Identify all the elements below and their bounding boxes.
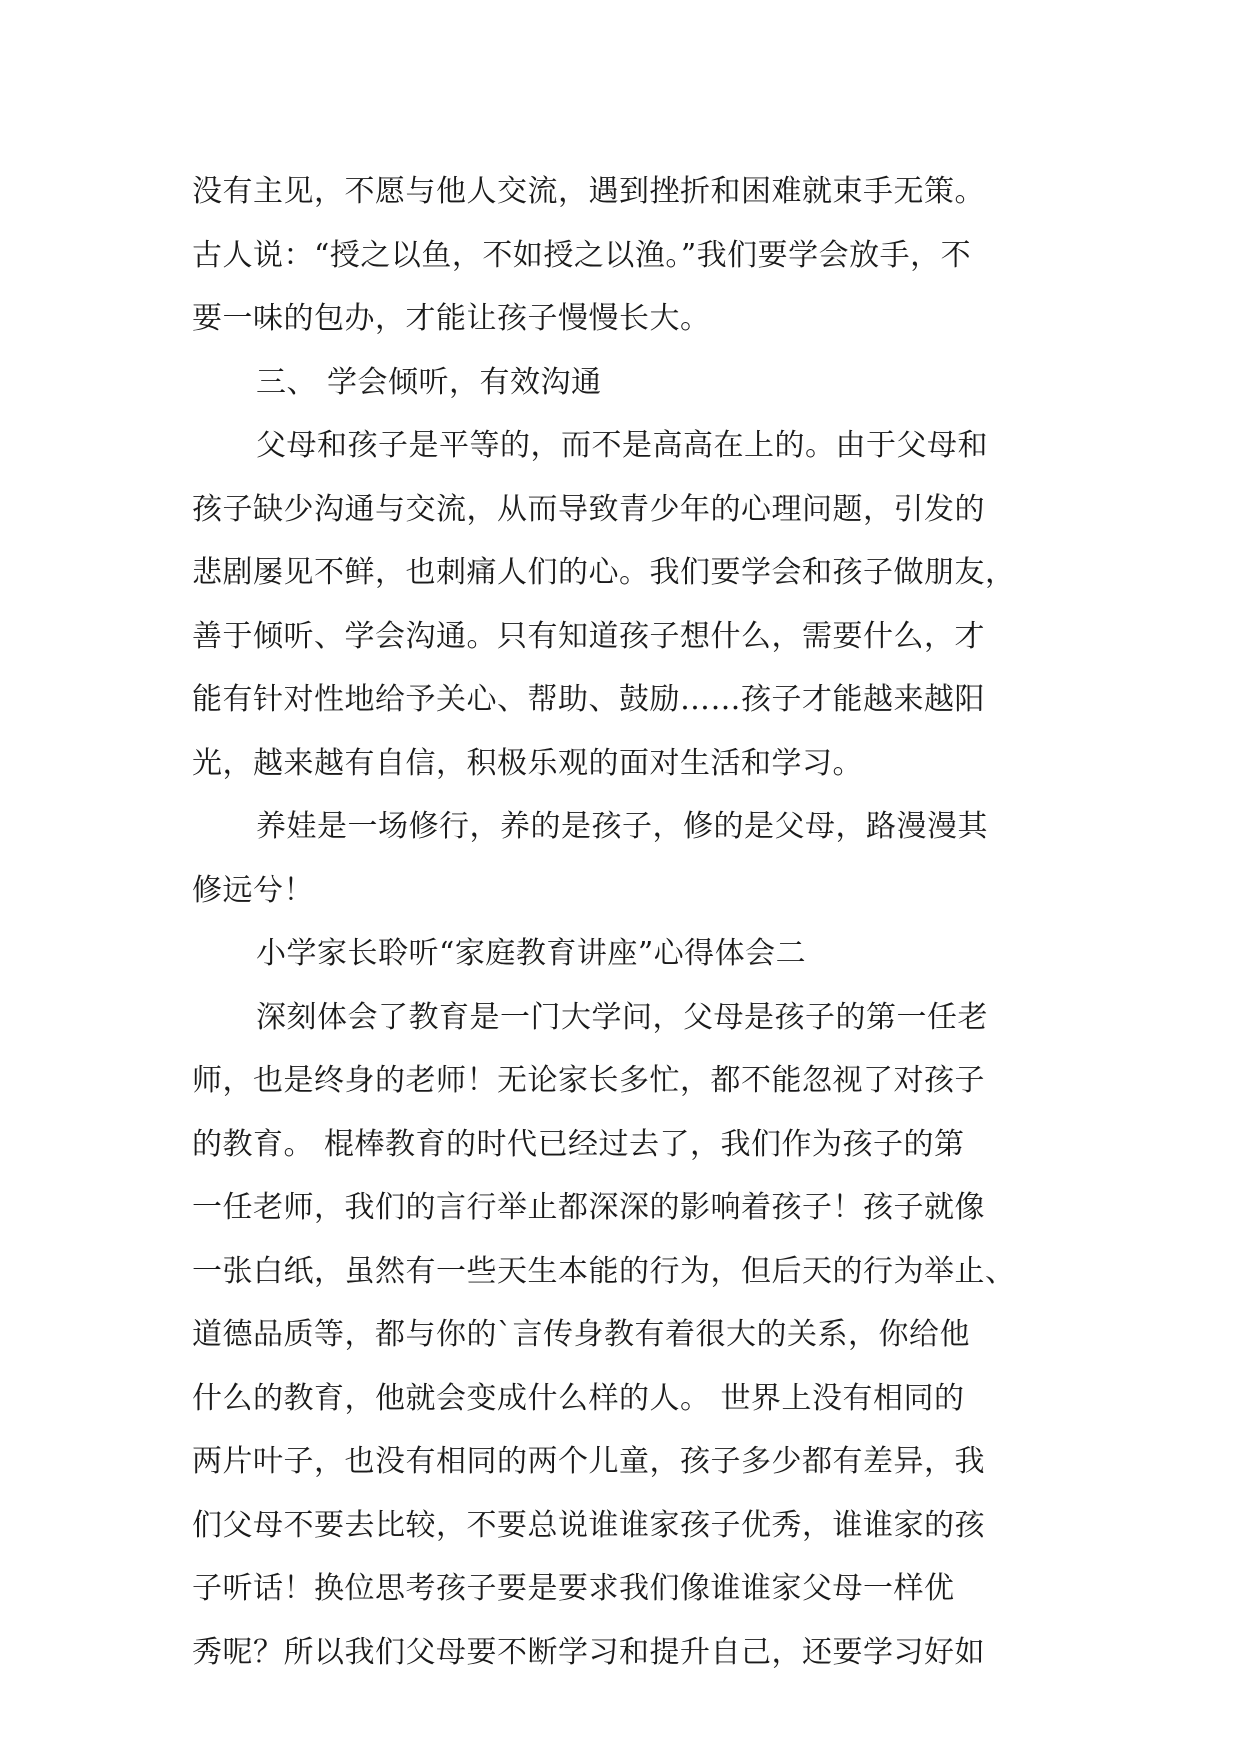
text-line: 能有针对性地给予关心、帮助、鼓励……孩子才能越来越阳 bbox=[192, 682, 985, 717]
text-line: 的教育。 棍棒教育的时代已经过去了，我们作为孩子的第 bbox=[192, 1126, 965, 1162]
text-line: 子听话！换位思考孩子要是要求我们像谁谁家父母一样优 bbox=[192, 1571, 955, 1606]
text-line: 没有主见，不愿与他人交流，遇到挫折和困难就束手无策。 bbox=[192, 174, 985, 209]
text-line: 善于倾听、学会沟通。只有知道孩子想什么，需要什么，才 bbox=[192, 618, 985, 654]
text-line: 两片叶子，也没有相同的两个儿童，孩子多少都有差异，我 bbox=[192, 1444, 985, 1479]
text-line: 修远兮！ bbox=[192, 872, 314, 908]
text-line: 什么的教育，他就会变成什么样的人。 世界上没有相同的 bbox=[192, 1380, 965, 1416]
text-line: 师，也是终身的老师！无论家长多忙，都不能忽视了对孩子 bbox=[192, 1063, 985, 1098]
article-title: 小学家长聆听“家庭教育讲座”心得体会二 bbox=[256, 936, 807, 971]
paragraph-start: 养娃是一场修行，养的是孩子，修的是父母，路漫漫其 bbox=[256, 809, 988, 844]
section-heading: 三、 学会倾听，有效沟通 bbox=[256, 364, 602, 400]
paragraph-start: 父母和孩子是平等的，而不是高高在上的。由于父母和 bbox=[256, 428, 988, 463]
text-line: 秀呢？所以我们父母要不断学习和提升自己，还要学习好如 bbox=[192, 1634, 985, 1670]
text-line: 一张白纸，虽然有一些天生本能的行为，但后天的行为举止、 bbox=[192, 1253, 1016, 1289]
text-line: 光，越来越有自信，积极乐观的面对生活和学习。 bbox=[192, 745, 863, 781]
text-line: 悲剧屡见不鲜，也刺痛人们的心。我们要学会和孩子做朋友， bbox=[192, 555, 1016, 590]
text-line: 孩子缺少沟通与交流，从而导致青少年的心理问题，引发的 bbox=[192, 491, 985, 527]
text-line: 古人说：“授之以鱼，不如授之以渔。”我们要学会放手，不 bbox=[192, 237, 972, 273]
text-line: 要一味的包办，才能让孩子慢慢长大。 bbox=[192, 301, 711, 336]
text-line: 一任老师，我们的言行举止都深深的影响着孩子！孩子就像 bbox=[192, 1190, 985, 1225]
text-line: 道德品质等，都与你的`言传身教有着很大的关系，你给他 bbox=[192, 1317, 970, 1352]
text-line: 们父母不要去比较，不要总说谁谁家孩子优秀，谁谁家的孩 bbox=[192, 1507, 985, 1543]
document-body bbox=[192, 160, 1072, 1684]
paragraph-start: 深刻体会了教育是一门大学问，父母是孩子的第一任老 bbox=[256, 999, 988, 1035]
